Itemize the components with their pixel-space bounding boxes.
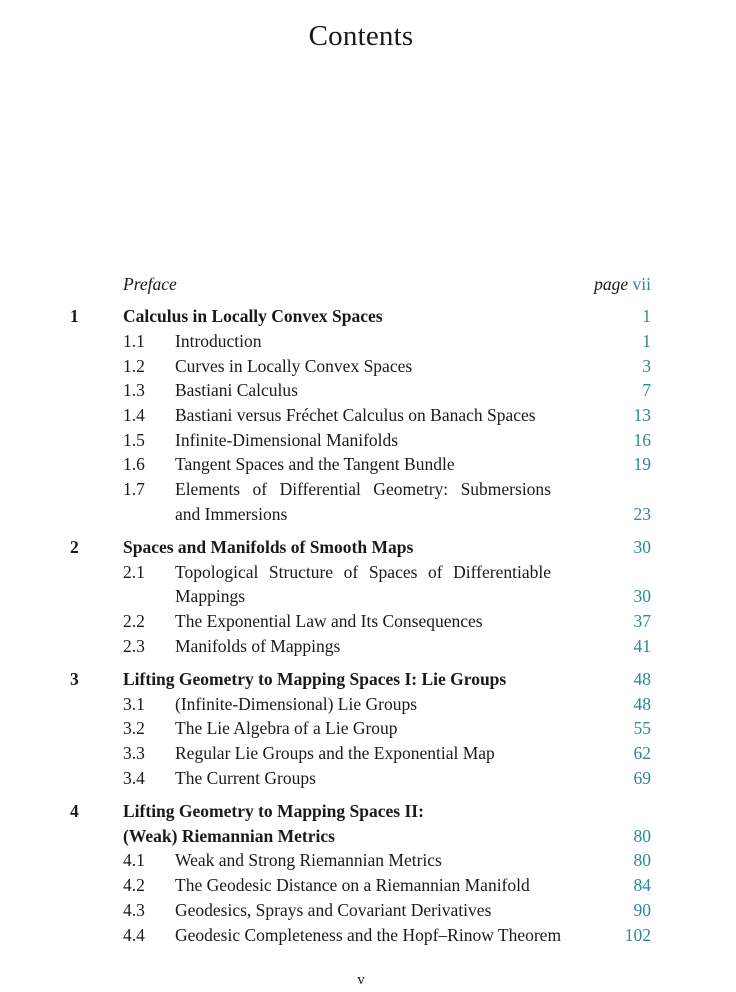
section-page-number[interactable]: 3 <box>642 355 651 376</box>
section-page-number[interactable]: 1 <box>642 330 651 351</box>
section-title[interactable]: and Immersions <box>175 503 288 524</box>
section-title[interactable]: Bastiani versus Fréchet Calculus on Banach Spaces <box>175 405 536 425</box>
section-page-number[interactable]: 84 <box>633 875 651 896</box>
section-number: 2.3 <box>123 635 145 656</box>
toc-section-2.1-cont <box>0 584 736 608</box>
section-number: 1.5 <box>123 429 145 450</box>
section-page-number[interactable]: 37 <box>633 611 651 632</box>
page-word: page <box>594 274 629 294</box>
section-title[interactable]: The Lie Algebra of a Lie Group <box>175 718 398 739</box>
toc-section-1.3 <box>0 378 736 402</box>
section-number: 4.2 <box>123 875 145 896</box>
toc-section-1.6 <box>0 452 736 476</box>
section-page-number[interactable]: 80 <box>633 850 651 871</box>
section-number: 1.7 <box>123 479 145 500</box>
section-number: 1.4 <box>123 405 145 425</box>
section-number: 3.3 <box>123 743 145 764</box>
toc-section-3.3 <box>0 741 736 765</box>
page-number-folio: v <box>357 972 365 988</box>
section-number: 1.3 <box>123 380 145 401</box>
section-page-number[interactable]: 41 <box>633 635 651 656</box>
section-title[interactable]: The Current Groups <box>175 767 316 788</box>
toc-section-4.1 <box>0 848 736 872</box>
toc-entry-preface <box>0 272 736 296</box>
toc-section-2.2 <box>0 609 736 633</box>
section-title[interactable]: Mappings <box>175 586 245 607</box>
section-title[interactable]: Regular Lie Groups and the Exponential Map <box>175 743 495 764</box>
preface-page-ref <box>594 272 651 296</box>
section-title[interactable]: Geodesic Completeness and the Hopf–Rinow Theorem <box>175 924 562 945</box>
chapter-number: 2 <box>70 537 79 557</box>
page-title: Contents <box>308 20 414 52</box>
section-title[interactable]: Topological Structure of Spaces of Differentiable <box>175 561 551 582</box>
chapter-page-number[interactable]: 80 <box>633 825 651 846</box>
chapter-number: 4 <box>70 801 79 821</box>
chapter-title[interactable]: Lifting Geometry to Mapping Spaces II: <box>123 801 424 821</box>
toc-chapter-2 <box>0 535 736 559</box>
toc-section-4.4 <box>0 923 736 947</box>
toc-section-2.1 <box>0 560 736 584</box>
section-number: 4.1 <box>123 850 145 871</box>
section-title[interactable]: Bastiani Calculus <box>175 380 298 401</box>
toc-section-1.7-cont <box>0 502 736 526</box>
section-page-number[interactable]: 90 <box>633 899 651 920</box>
section-page-number[interactable]: 48 <box>633 693 651 714</box>
section-number: 2.1 <box>123 561 145 582</box>
toc-section-3.1 <box>0 692 736 716</box>
section-title[interactable]: Tangent Spaces and the Tangent Bundle <box>175 454 455 475</box>
section-page-number[interactable]: 102 <box>624 924 651 945</box>
preface-page-number[interactable]: vii <box>632 274 651 294</box>
chapter-title[interactable]: Spaces and Manifolds of Smooth Maps <box>123 537 414 557</box>
section-page-number[interactable]: 7 <box>642 380 651 401</box>
section-number: 3.4 <box>123 767 145 788</box>
toc-section-1.2 <box>0 354 736 378</box>
section-page-number[interactable]: 55 <box>633 718 651 739</box>
preface-title: Preface <box>123 274 177 294</box>
toc-section-1.4 <box>0 403 736 427</box>
section-title[interactable]: Curves in Locally Convex Spaces <box>175 355 413 376</box>
chapter-number: 1 <box>70 306 79 327</box>
section-number: 1.6 <box>123 454 145 475</box>
section-number: 2.2 <box>123 611 145 632</box>
section-page-number[interactable]: 23 <box>633 503 651 524</box>
section-number: 3.1 <box>123 693 145 714</box>
chapter-number: 3 <box>70 669 79 689</box>
section-page-number[interactable]: 19 <box>633 454 651 475</box>
section-title[interactable]: Weak and Strong Riemannian Metrics <box>175 850 442 871</box>
section-number: 1.1 <box>123 330 145 351</box>
section-title[interactable]: The Geodesic Distance on a Riemannian Manifold <box>175 875 530 896</box>
chapter-title[interactable]: Lifting Geometry to Mapping Spaces I: Lie Groups <box>123 669 507 689</box>
section-title[interactable]: The Exponential Law and Its Consequences <box>175 611 483 632</box>
section-number: 3.2 <box>123 718 145 739</box>
section-page-number[interactable]: 30 <box>633 586 651 607</box>
section-number: 4.3 <box>123 899 145 920</box>
toc-chapter-1 <box>0 304 736 328</box>
section-page-number[interactable]: 69 <box>633 767 651 788</box>
toc-chapter-4 <box>0 799 736 823</box>
toc-section-3.2 <box>0 716 736 740</box>
toc-section-1.7 <box>0 477 736 501</box>
section-number: 4.4 <box>123 924 145 945</box>
toc-section-1.5 <box>0 428 736 452</box>
section-title[interactable]: (Infinite-Dimensional) Lie Groups <box>175 693 418 714</box>
chapter-page-number[interactable]: 48 <box>633 669 651 689</box>
toc-section-4.2 <box>0 873 736 897</box>
chapter-page-number[interactable]: 1 <box>642 306 651 327</box>
section-title[interactable]: Manifolds of Mappings <box>175 635 341 656</box>
toc-section-4.3 <box>0 898 736 922</box>
chapter-title[interactable]: (Weak) Riemannian Metrics <box>123 825 335 846</box>
toc-section-1.1 <box>0 329 736 353</box>
section-title[interactable]: Geodesics, Sprays and Covariant Derivatives <box>175 899 492 920</box>
toc-chapter-3 <box>0 667 736 691</box>
toc-chapter-4-cont <box>0 824 736 848</box>
section-number: 1.2 <box>123 355 145 376</box>
toc-section-3.4 <box>0 766 736 790</box>
section-page-number[interactable]: 62 <box>633 743 651 764</box>
chapter-page-number[interactable]: 30 <box>633 537 651 557</box>
chapter-title[interactable]: Calculus in Locally Convex Spaces <box>123 306 383 327</box>
section-title[interactable]: Introduction <box>175 330 262 351</box>
toc-section-2.3 <box>0 634 736 658</box>
section-title[interactable]: Infinite-Dimensional Manifolds <box>175 429 399 450</box>
section-page-number[interactable]: 13 <box>633 405 651 425</box>
section-page-number[interactable]: 16 <box>633 429 651 450</box>
section-title[interactable]: Elements of Differential Geometry: Submersions <box>175 479 551 500</box>
